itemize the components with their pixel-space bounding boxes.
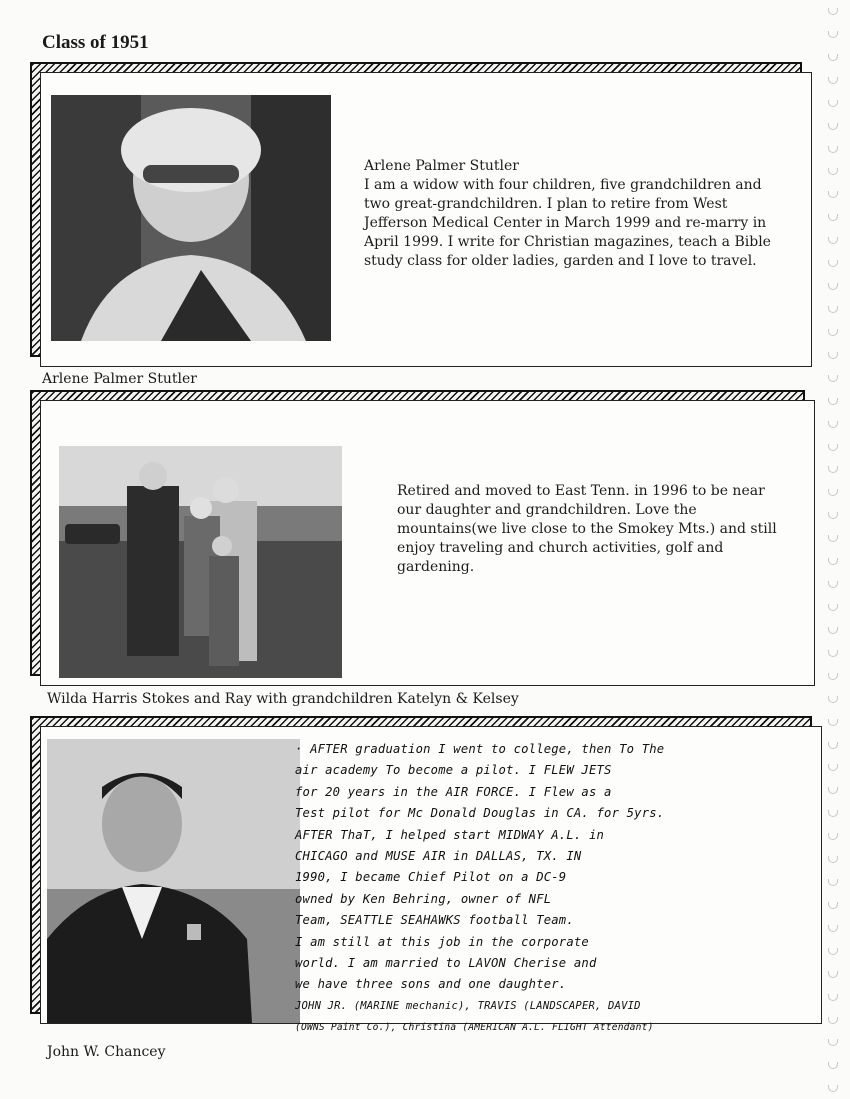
binding-ring <box>828 398 838 405</box>
binding-ring <box>828 1085 838 1092</box>
bio-text <box>397 482 792 577</box>
binding-ring <box>828 123 838 130</box>
bio-body: Retired and moved to East Tenn. in 1996 to be near our daughter and grandchildren. Love the mountains(we live close to the Smokey Mts.) and still enjoy traveling and church activities, golf and gardening. <box>397 483 777 575</box>
binding-ring <box>828 306 838 313</box>
binding-ring <box>828 627 838 634</box>
binding-ring <box>828 535 838 542</box>
binding-ring <box>828 444 838 451</box>
handwritten-line: JOHN JR. (MARINE mechanic), TRAVIS (LANDSCAPER, DAVID <box>295 999 641 1012</box>
handwritten-line: owned by Ken Behring, owner of NFL <box>295 891 552 906</box>
binding-ring <box>828 214 838 221</box>
binding-ring <box>828 719 838 726</box>
binding-ring <box>828 77 838 84</box>
handwritten-note <box>295 739 825 1039</box>
handwritten-line: CHICAGO and MUSE AIR in DALLAS, TX. IN <box>295 849 582 864</box>
binding-ring <box>828 1062 838 1069</box>
binding-ring <box>828 8 838 15</box>
binding-ring <box>828 168 838 175</box>
binding-ring <box>828 260 838 267</box>
binding-ring <box>828 925 838 932</box>
binding-ring <box>828 581 838 588</box>
handwritten-line: AFTER ThaT, I helped start MIDWAY A.L. in <box>295 827 605 842</box>
binding-ring <box>828 833 838 840</box>
binding-ring <box>828 1039 838 1046</box>
handwritten-line: for 20 years in the AIR FORCE. I Flew as a <box>295 784 612 799</box>
binding-ring <box>828 375 838 382</box>
binding-ring <box>828 558 838 565</box>
binding-ring <box>828 100 838 107</box>
binding-ring <box>828 971 838 978</box>
binding-ring <box>828 673 838 680</box>
binding-ring <box>828 54 838 61</box>
binding-ring <box>828 146 838 153</box>
page-heading: Class of 1951 <box>42 32 149 53</box>
handwritten-line: Team, SEATTLE SEAHAWKS football Team. <box>295 913 574 928</box>
binding-ring <box>828 191 838 198</box>
portrait-photo <box>47 739 300 1023</box>
binding-ring <box>828 329 838 336</box>
binding-ring <box>828 650 838 657</box>
binding-ring <box>828 902 838 909</box>
binding-ring <box>828 466 838 473</box>
binding-ring <box>828 696 838 703</box>
photo-caption: Wilda Harris Stokes and Ray with grandchildren Katelyn & Kelsey <box>47 691 519 707</box>
entry-card-1 <box>30 62 812 367</box>
portrait-photo <box>51 95 331 341</box>
handwritten-line: · AFTER graduation I went to college, then To The <box>295 742 665 756</box>
binding-ring <box>828 1017 838 1024</box>
handwritten-line: 1990, I became Chief Pilot on a DC-9 <box>295 870 567 885</box>
entry-card-2 <box>30 390 815 686</box>
card-box <box>40 72 812 367</box>
handwritten-line: I am still at this job in the corporate <box>295 934 589 949</box>
photo-caption: John W. Chancey <box>47 1044 166 1060</box>
binding-ring <box>828 512 838 519</box>
bio-name: Arlene Palmer Stutler <box>364 158 519 174</box>
binding-ring <box>828 994 838 1001</box>
binding-ring <box>828 879 838 886</box>
binding-ring <box>828 237 838 244</box>
handwritten-line: we have three sons and one daughter. <box>295 977 567 992</box>
binding-ring <box>828 283 838 290</box>
family-photo <box>59 446 342 678</box>
handwritten-line: Test pilot for Mc Donald Douglas in CA. for 5yrs. <box>295 806 665 821</box>
binding-ring <box>828 810 838 817</box>
binding-ring <box>828 764 838 771</box>
handwritten-line: world. I am married to LAVON Cherise and <box>295 956 597 971</box>
binding-ring <box>828 856 838 863</box>
binding-ring <box>828 421 838 428</box>
entry-card-3 <box>30 716 822 1034</box>
spiral-binding <box>822 8 844 1093</box>
binding-ring <box>828 787 838 794</box>
binding-ring <box>828 948 838 955</box>
card-box <box>40 726 822 1034</box>
binding-ring <box>828 489 838 496</box>
binding-ring <box>828 31 838 38</box>
card-box <box>40 400 815 686</box>
photo-caption: Arlene Palmer Stutler <box>42 371 197 387</box>
binding-ring <box>828 352 838 359</box>
bio-text <box>364 157 774 271</box>
handwritten-line: (OWNS Paint Co.), Christina (AMERICAN A.L. FLIGHT Attendant) <box>295 1022 654 1034</box>
binding-ring <box>828 604 838 611</box>
binding-ring <box>828 742 838 749</box>
handwritten-line: air academy To become a pilot. I FLEW JETS <box>295 763 612 778</box>
bio-body: I am a widow with four children, five grandchildren and two great-grandchildren. I plan to retire from West Jefferson Medical Center in March 1999 and re-marry in April 1999. I write for Christian magazines, teach a Bible study class for older ladies, garden and I love to travel. <box>364 177 771 269</box>
